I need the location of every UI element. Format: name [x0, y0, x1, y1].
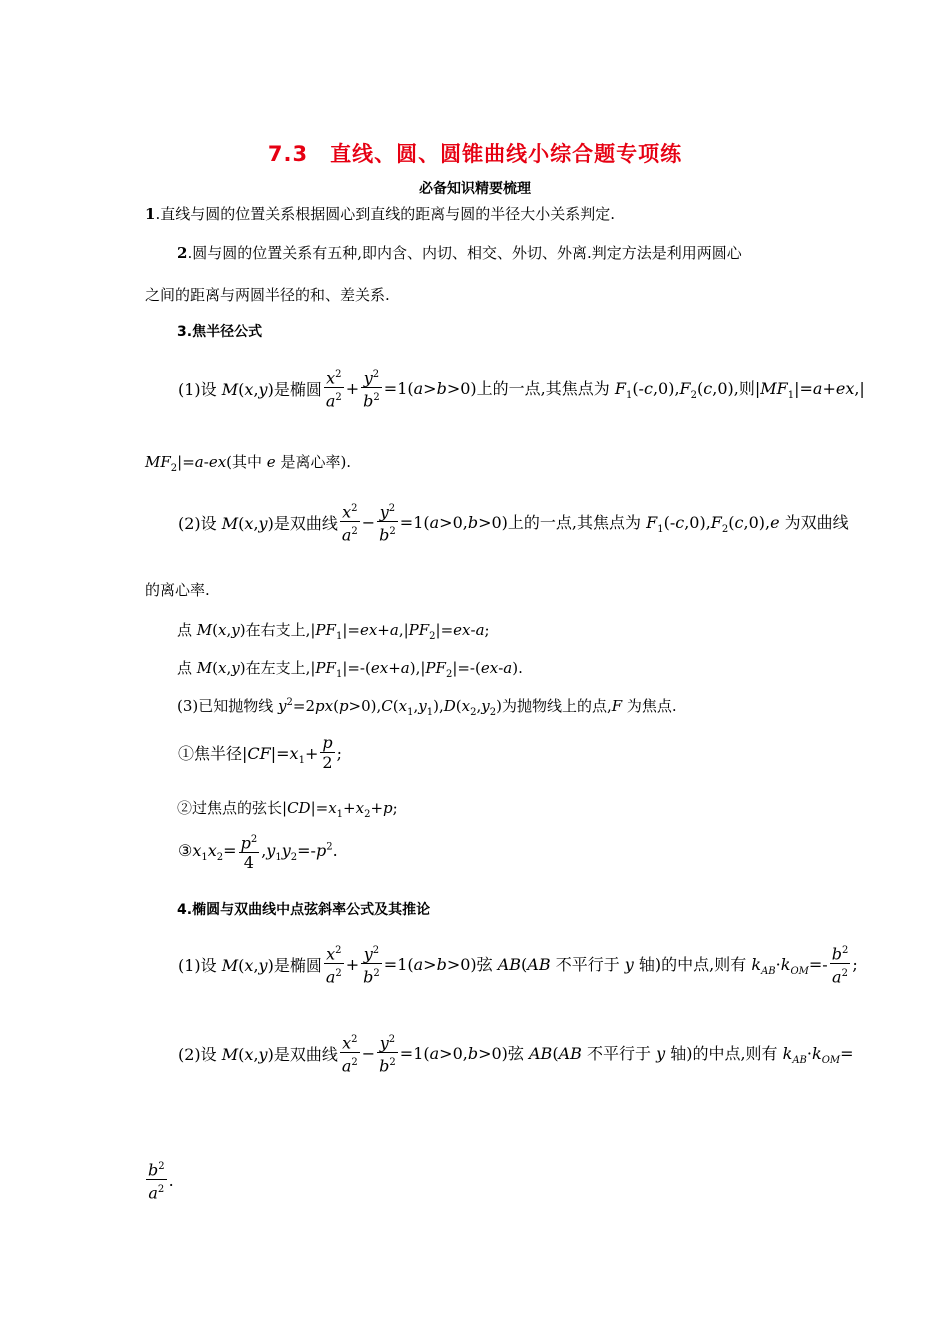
- fraction: $\frac{y^2}{b^2}$: [361, 942, 382, 988]
- formula-ellipse-focal: (1)设 M(x,y)是椭圆 $\frac{x^2}{a^2}$ + $\frac{y^2}{b^2}$ =1(a>b>0)上的一点,其焦点为 $F_1(-c,0),F_2(c,0)$,则$|MF_1|=a+ex,|$: [177, 366, 866, 412]
- formula-ellipse-midpoint: (1)设 M(x,y)是椭圆 $\frac{x^2}{a^2}$ + $\frac{y^2}{b^2}$ =1(a>b>0)弦 AB(AB 不平行于 y 轴)的中点,则有 $k_{AB}\cdot k_{OM}=-$ $\frac{b^2}{a^2}$ ;: [177, 942, 859, 988]
- formula-left-branch: 点 M(x,y)在左支上$,|PF_1|=-(ex+a),|PF_2|=-(ex-a)$.: [177, 659, 523, 680]
- fraction: $\frac{b^2}{a^2}$: [830, 942, 851, 988]
- fraction: $\frac{y^2}{b^2}$: [377, 1031, 398, 1077]
- fraction: $\frac{x^2}{a^2}$: [340, 500, 360, 546]
- fraction: $\frac{p}{2}$: [322, 733, 333, 772]
- formula-focal-radius-cf: ①焦半径$|CF|=x_1+$ $\frac{p}{2}$ ;: [178, 733, 342, 772]
- paragraph-2-number: 2: [177, 244, 188, 262]
- paragraph-1: [145, 203, 615, 224]
- paragraph-1-text: .直线与圆的位置关系根据圆心到直线的距离与圆的半径大小关系判定.: [155, 205, 615, 223]
- formula-ellipse-focal-cont: $MF_2|=a-ex$(其中 e 是离心率).: [145, 453, 352, 474]
- formula-hyperbola-focal: (2)设 M(x,y)是双曲线 $\frac{x^2}{a^2}$ − $\frac{y^2}{b^2}$ =1(a>0,b>0)上的一点,其焦点为 $F_1(-c,0),F_2(c,0),e$ 为双曲线: [177, 500, 850, 546]
- page-title: 7.3 直线、圆、圆锥曲线小综合题专项练: [267, 142, 683, 166]
- formula-hyperbola-midpoint: (2)设 M(x,y)是双曲线 $\frac{x^2}{a^2}$ − $\frac{y^2}{b^2}$ =1(a>0,b>0)弦 AB(AB 不平行于 y 轴)的中点,则有 $k_{AB}\cdot k_{OM}=$: [177, 1031, 855, 1077]
- formula-product: $③x_1x_2=$ $\frac{p^2}{4}$ $,y_1y_2=-p^2$.: [177, 831, 339, 873]
- paragraph-2-line2: 之间的距离与两圆半径的和、差关系.: [145, 286, 390, 304]
- formula-hyperbola-midpoint-result: $\frac{b^2}{a^2}$ .: [145, 1158, 175, 1204]
- fraction: $\frac{y^2}{b^2}$: [377, 500, 398, 546]
- formula-chord-cd: ②过焦点的弦长$|CD|=x_1+x_2+p$;: [177, 799, 398, 820]
- text-eccentricity: 的离心率.: [145, 581, 210, 599]
- fraction: $\frac{y^2}{b^2}$: [361, 366, 382, 412]
- fraction: $\frac{x^2}{a^2}$: [340, 1031, 360, 1077]
- section-subtitle: 必备知识精要梳理: [419, 181, 531, 197]
- heading-midpoint-chord: 4.椭圆与双曲线中点弦斜率公式及其推论: [177, 902, 431, 918]
- paragraph-2-line1: 2.圆与圆的位置关系有五种,即内含、内切、相交、外切、外离.判定方法是利用两圆心: [177, 244, 742, 262]
- fraction: $\frac{b^2}{a^2}$: [146, 1158, 167, 1204]
- paragraph-1-number: 1: [145, 205, 156, 223]
- formula-parabola: (3)已知抛物线 $y^2=2px(p>0),C(x_1,y_1),D(x_2,y_2)$为抛物线上的点,F 为焦点.: [177, 697, 677, 718]
- formula-right-branch: 点 M(x,y)在右支上$,|PF_1|=ex+a,|PF_2|=ex-a$;: [177, 621, 490, 642]
- fraction: $\frac{p^2}{4}$: [239, 831, 260, 873]
- fraction: $\frac{x^2}{a^2}$: [324, 942, 344, 988]
- heading-focal-radius: 3.焦半径公式: [177, 324, 263, 340]
- fraction: $\frac{x^2}{a^2}$: [324, 366, 344, 412]
